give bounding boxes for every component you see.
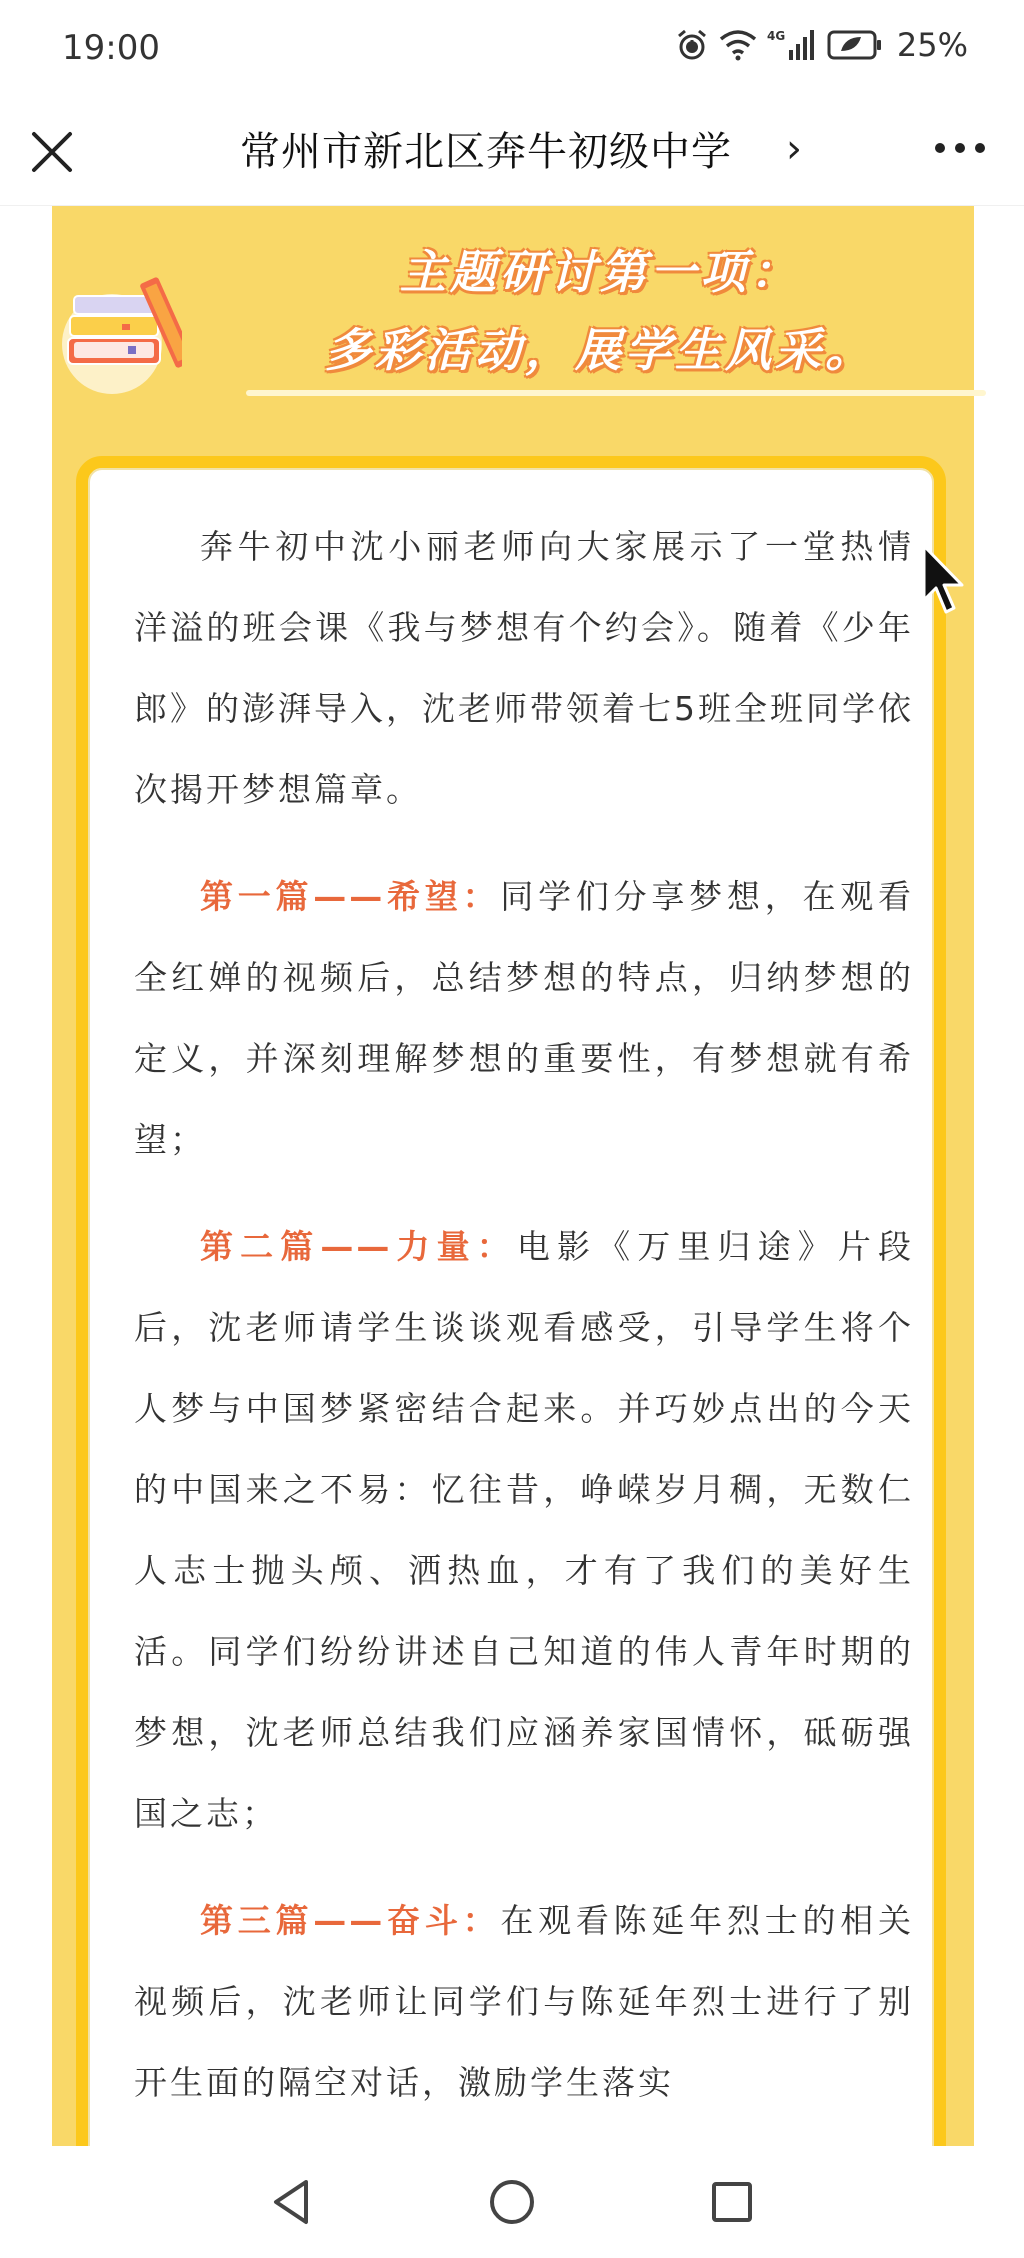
- wifi-icon: [719, 29, 757, 61]
- paragraph-hope: [134, 856, 914, 1180]
- section-heading-line2: 多彩活动，展学生风采。: [325, 323, 875, 377]
- paragraph-text: 电影《万里归途》片段后，沈老师请学生谈谈观看感受，引导学生将个人梦与中国梦紧密结合起来。并巧妙点出的今天的中国来之不易：忆往昔，峥嵘岁月稠，无数仁人志士抛头颅、洒热血，才有了我们的美好生活。同学们纷纷讲述自己知道的伟人青年时期的梦想，沈老师总结我们应涵养家国情怀，砥砺强国之志；: [134, 1227, 914, 1833]
- mouse-cursor-icon: [920, 544, 970, 616]
- paragraph-label: 第三篇——奋斗：: [200, 1901, 501, 1940]
- back-icon[interactable]: [262, 2172, 322, 2232]
- status-bar: [0, 0, 1024, 100]
- article-content[interactable]: [0, 206, 1024, 2146]
- battery-percent: 25%: [896, 26, 968, 64]
- page-title[interactable]: 常州市新北区奔牛初级中学: [240, 129, 732, 175]
- paragraph-intro: [134, 506, 914, 830]
- battery-icon: [827, 29, 883, 61]
- paragraph-text: 奔牛初中沈小丽老师向大家展示了一堂热情洋溢的班会课《我与梦想有个约会》。随着《少年郎》的澎湃导入，沈老师带领着七5班全班同学依次揭开梦想篇章。: [134, 527, 914, 809]
- status-time: 19:00: [62, 28, 160, 68]
- recents-icon[interactable]: [702, 2172, 762, 2232]
- close-icon[interactable]: [24, 124, 80, 180]
- paragraph-label: 第一篇——希望：: [200, 877, 501, 916]
- more-icon[interactable]: [930, 128, 990, 168]
- alarm-icon: [675, 28, 709, 62]
- paragraph-text: 同学们分享梦想，在观看全红婵的视频后，总结梦想的特点，归纳梦想的定义，并深刻理解梦想的重要性，有梦想就有希望；: [134, 877, 915, 1159]
- paragraph-text: 在观看陈延年烈士的相关视频后，沈老师让同学们与陈延年烈士进行了别开生面的隔空对话，激励学生落实: [134, 1901, 915, 2102]
- signal-icon: [767, 28, 817, 62]
- text-card: [76, 456, 946, 2146]
- nav-bar: [0, 100, 1024, 206]
- section-heading-line1: 主题研讨第一项：: [400, 245, 800, 299]
- card-text: [134, 506, 914, 2146]
- network-type: 4G: [766, 29, 786, 43]
- paragraph-label: 第二篇——力量：: [200, 1227, 517, 1266]
- chevron-right-icon[interactable]: ›: [786, 126, 802, 172]
- heading-underline: [246, 390, 986, 396]
- system-nav-bar: [0, 2146, 1024, 2258]
- paragraph-strength: [134, 1206, 914, 1854]
- status-icons: [675, 26, 968, 64]
- home-icon[interactable]: [482, 2172, 542, 2232]
- paragraph-struggle: [134, 1880, 914, 2123]
- section-header: [52, 206, 974, 446]
- books-illustration-icon: [62, 276, 182, 406]
